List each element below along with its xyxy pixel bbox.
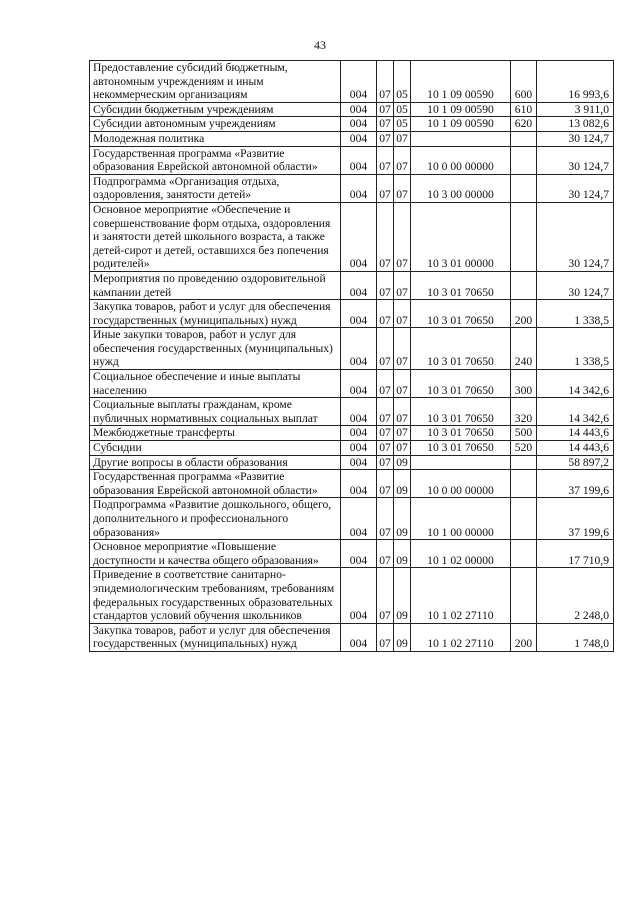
- section-code-cell: 07: [377, 300, 394, 328]
- expense-type-code-cell: 500: [511, 426, 537, 441]
- table-row: [90, 441, 614, 456]
- table-row: [90, 398, 614, 426]
- ministry-code-cell: 004: [341, 470, 377, 498]
- amount-cell: 37 199,6: [537, 470, 614, 498]
- item-name-cell: Предоставление субсидий бюджетным, автономным учреждениям и иным некоммерческим организациям: [90, 61, 341, 103]
- item-name-cell: Мероприятия по проведению оздоровительной кампании детей: [90, 271, 341, 299]
- expense-type-code-cell: [511, 498, 537, 540]
- table-row: [90, 470, 614, 498]
- section-code-cell: 07: [377, 455, 394, 470]
- expense-type-code-cell: [511, 131, 537, 146]
- table-row: [90, 426, 614, 441]
- target-article-code-cell: 10 0 00 00000: [411, 146, 511, 174]
- amount-cell: 14 443,6: [537, 426, 614, 441]
- table-row: [90, 61, 614, 103]
- subsection-code-cell: 07: [394, 146, 411, 174]
- item-name-cell: Субсидии бюджетным учреждениям: [90, 102, 341, 117]
- subsection-code-cell: 05: [394, 117, 411, 132]
- subsection-code-cell: 05: [394, 61, 411, 103]
- item-name-cell: Межбюджетные трансферты: [90, 426, 341, 441]
- ministry-code-cell: 004: [341, 623, 377, 651]
- amount-cell: 14 443,6: [537, 441, 614, 456]
- subsection-code-cell: 07: [394, 271, 411, 299]
- section-code-cell: 07: [377, 623, 394, 651]
- subsection-code-cell: 09: [394, 623, 411, 651]
- amount-cell: 1 338,5: [537, 300, 614, 328]
- expense-type-code-cell: [511, 174, 537, 202]
- page-number: 43: [314, 38, 326, 52]
- expense-type-code-cell: [511, 568, 537, 623]
- item-name-cell: Субсидии: [90, 441, 341, 456]
- table-row: [90, 370, 614, 398]
- subsection-code-cell: 07: [394, 370, 411, 398]
- subsection-code-cell: 07: [394, 131, 411, 146]
- subsection-code-cell: 09: [394, 470, 411, 498]
- ministry-code-cell: 004: [341, 370, 377, 398]
- item-name-cell: Государственная программа «Развитие образования Еврейской автономной области»: [90, 470, 341, 498]
- item-name-cell: Подпрограмма «Развитие дошкольного, общего, дополнительного и профессионального образования»: [90, 498, 341, 540]
- section-code-cell: 07: [377, 398, 394, 426]
- expense-type-code-cell: 300: [511, 370, 537, 398]
- item-name-cell: Закупка товаров, работ и услуг для обеспечения государственных (муниципальных) нужд: [90, 300, 341, 328]
- item-name-cell: Государственная программа «Развитие образования Еврейской автономной области»: [90, 146, 341, 174]
- item-name-cell: Другие вопросы в области образования: [90, 455, 341, 470]
- amount-cell: 30 124,7: [537, 146, 614, 174]
- section-code-cell: 07: [377, 370, 394, 398]
- ministry-code-cell: 004: [341, 131, 377, 146]
- budget-table-body: [90, 61, 614, 652]
- target-article-code-cell: 10 1 02 27110: [411, 568, 511, 623]
- table-row: [90, 540, 614, 568]
- section-code-cell: 07: [377, 328, 394, 370]
- target-article-code-cell: 10 3 01 70650: [411, 441, 511, 456]
- ministry-code-cell: 004: [341, 426, 377, 441]
- expense-type-code-cell: 520: [511, 441, 537, 456]
- expense-type-code-cell: [511, 202, 537, 271]
- ministry-code-cell: 004: [341, 441, 377, 456]
- amount-cell: 13 082,6: [537, 117, 614, 132]
- amount-cell: 30 124,7: [537, 202, 614, 271]
- section-code-cell: 07: [377, 61, 394, 103]
- section-code-cell: 07: [377, 102, 394, 117]
- expense-type-code-cell: [511, 271, 537, 299]
- target-article-code-cell: 10 3 01 70650: [411, 300, 511, 328]
- subsection-code-cell: 07: [394, 426, 411, 441]
- target-article-code-cell: 10 1 09 00590: [411, 102, 511, 117]
- subsection-code-cell: 07: [394, 174, 411, 202]
- expense-type-code-cell: 620: [511, 117, 537, 132]
- section-code-cell: 07: [377, 441, 394, 456]
- amount-cell: 1 338,5: [537, 328, 614, 370]
- subsection-code-cell: 07: [394, 441, 411, 456]
- budget-table: [89, 60, 614, 652]
- expense-type-code-cell: 600: [511, 61, 537, 103]
- section-code-cell: 07: [377, 131, 394, 146]
- target-article-code-cell: 10 1 02 00000: [411, 540, 511, 568]
- table-row: [90, 146, 614, 174]
- target-article-code-cell: 10 1 09 00590: [411, 117, 511, 132]
- table-row: [90, 300, 614, 328]
- table-row: [90, 131, 614, 146]
- ministry-code-cell: 004: [341, 398, 377, 426]
- item-name-cell: Приведение в соответствие санитарно-эпидемиологическим требованиям, требованиям федеральных государственных образовательных стандартов условий обучения школьников: [90, 568, 341, 623]
- expense-type-code-cell: [511, 146, 537, 174]
- amount-cell: 16 993,6: [537, 61, 614, 103]
- expense-type-code-cell: 200: [511, 300, 537, 328]
- item-name-cell: Подпрограмма «Организация отдыха, оздоровления, занятости детей»: [90, 174, 341, 202]
- section-code-cell: 07: [377, 498, 394, 540]
- amount-cell: 2 248,0: [537, 568, 614, 623]
- item-name-cell: Иные закупки товаров, работ и услуг для обеспечения государственных (муниципальных) нужд: [90, 328, 341, 370]
- target-article-code-cell: 10 1 09 00590: [411, 61, 511, 103]
- amount-cell: 1 748,0: [537, 623, 614, 651]
- target-article-code-cell: 10 3 01 70650: [411, 328, 511, 370]
- table-row: [90, 102, 614, 117]
- section-code-cell: 07: [377, 271, 394, 299]
- target-article-code-cell: 10 3 00 00000: [411, 174, 511, 202]
- item-name-cell: Основное мероприятие «Обеспечение и совершенствование форм отдыха, оздоровления и занятости детей школьного возраста, а также детей-сирот и детей, оставшихся без попечения родителей»: [90, 202, 341, 271]
- target-article-code-cell: 10 1 00 00000: [411, 498, 511, 540]
- target-article-code-cell: 10 3 01 70650: [411, 398, 511, 426]
- amount-cell: 14 342,6: [537, 398, 614, 426]
- subsection-code-cell: 09: [394, 498, 411, 540]
- subsection-code-cell: 09: [394, 568, 411, 623]
- target-article-code-cell: [411, 131, 511, 146]
- table-row: [90, 455, 614, 470]
- table-row: [90, 271, 614, 299]
- ministry-code-cell: 004: [341, 498, 377, 540]
- subsection-code-cell: 07: [394, 300, 411, 328]
- section-code-cell: 07: [377, 174, 394, 202]
- expense-type-code-cell: 200: [511, 623, 537, 651]
- item-name-cell: Закупка товаров, работ и услуг для обеспечения государственных (муниципальных) нужд: [90, 623, 341, 651]
- ministry-code-cell: 004: [341, 540, 377, 568]
- target-article-code-cell: [411, 455, 511, 470]
- target-article-code-cell: 10 3 01 70650: [411, 271, 511, 299]
- subsection-code-cell: 07: [394, 398, 411, 426]
- subsection-code-cell: 09: [394, 455, 411, 470]
- target-article-code-cell: 10 3 01 70650: [411, 426, 511, 441]
- table-row: [90, 117, 614, 132]
- ministry-code-cell: 004: [341, 61, 377, 103]
- ministry-code-cell: 004: [341, 102, 377, 117]
- expense-type-code-cell: 320: [511, 398, 537, 426]
- subsection-code-cell: 05: [394, 102, 411, 117]
- amount-cell: 30 124,7: [537, 271, 614, 299]
- expense-type-code-cell: 240: [511, 328, 537, 370]
- section-code-cell: 07: [377, 202, 394, 271]
- ministry-code-cell: 004: [341, 146, 377, 174]
- item-name-cell: Социальное обеспечение и иные выплаты населению: [90, 370, 341, 398]
- subsection-code-cell: 07: [394, 328, 411, 370]
- item-name-cell: Социальные выплаты гражданам, кроме публичных нормативных социальных выплат: [90, 398, 341, 426]
- table-row: [90, 174, 614, 202]
- expense-type-code-cell: [511, 540, 537, 568]
- subsection-code-cell: 09: [394, 540, 411, 568]
- ministry-code-cell: 004: [341, 568, 377, 623]
- target-article-code-cell: 10 3 01 00000: [411, 202, 511, 271]
- section-code-cell: 07: [377, 540, 394, 568]
- table-row: [90, 498, 614, 540]
- ministry-code-cell: 004: [341, 174, 377, 202]
- subsection-code-cell: 07: [394, 202, 411, 271]
- ministry-code-cell: 004: [341, 328, 377, 370]
- amount-cell: 58 897,2: [537, 455, 614, 470]
- section-code-cell: 07: [377, 426, 394, 441]
- ministry-code-cell: 004: [341, 202, 377, 271]
- amount-cell: 3 911,0: [537, 102, 614, 117]
- target-article-code-cell: 10 0 00 00000: [411, 470, 511, 498]
- table-row: [90, 623, 614, 651]
- ministry-code-cell: 004: [341, 300, 377, 328]
- target-article-code-cell: 10 3 01 70650: [411, 370, 511, 398]
- expense-type-code-cell: 610: [511, 102, 537, 117]
- item-name-cell: Молодежная политика: [90, 131, 341, 146]
- table-row: [90, 328, 614, 370]
- item-name-cell: Основное мероприятие «Повышение доступности и качества общего образования»: [90, 540, 341, 568]
- ministry-code-cell: 004: [341, 271, 377, 299]
- expense-type-code-cell: [511, 470, 537, 498]
- item-name-cell: Субсидии автономным учреждениям: [90, 117, 341, 132]
- target-article-code-cell: 10 1 02 27110: [411, 623, 511, 651]
- amount-cell: 37 199,6: [537, 498, 614, 540]
- ministry-code-cell: 004: [341, 455, 377, 470]
- amount-cell: 14 342,6: [537, 370, 614, 398]
- table-row: [90, 568, 614, 623]
- section-code-cell: 07: [377, 470, 394, 498]
- amount-cell: 30 124,7: [537, 174, 614, 202]
- amount-cell: 17 710,9: [537, 540, 614, 568]
- amount-cell: 30 124,7: [537, 131, 614, 146]
- expense-type-code-cell: [511, 455, 537, 470]
- section-code-cell: 07: [377, 568, 394, 623]
- ministry-code-cell: 004: [341, 117, 377, 132]
- section-code-cell: 07: [377, 146, 394, 174]
- table-row: [90, 202, 614, 271]
- section-code-cell: 07: [377, 117, 394, 132]
